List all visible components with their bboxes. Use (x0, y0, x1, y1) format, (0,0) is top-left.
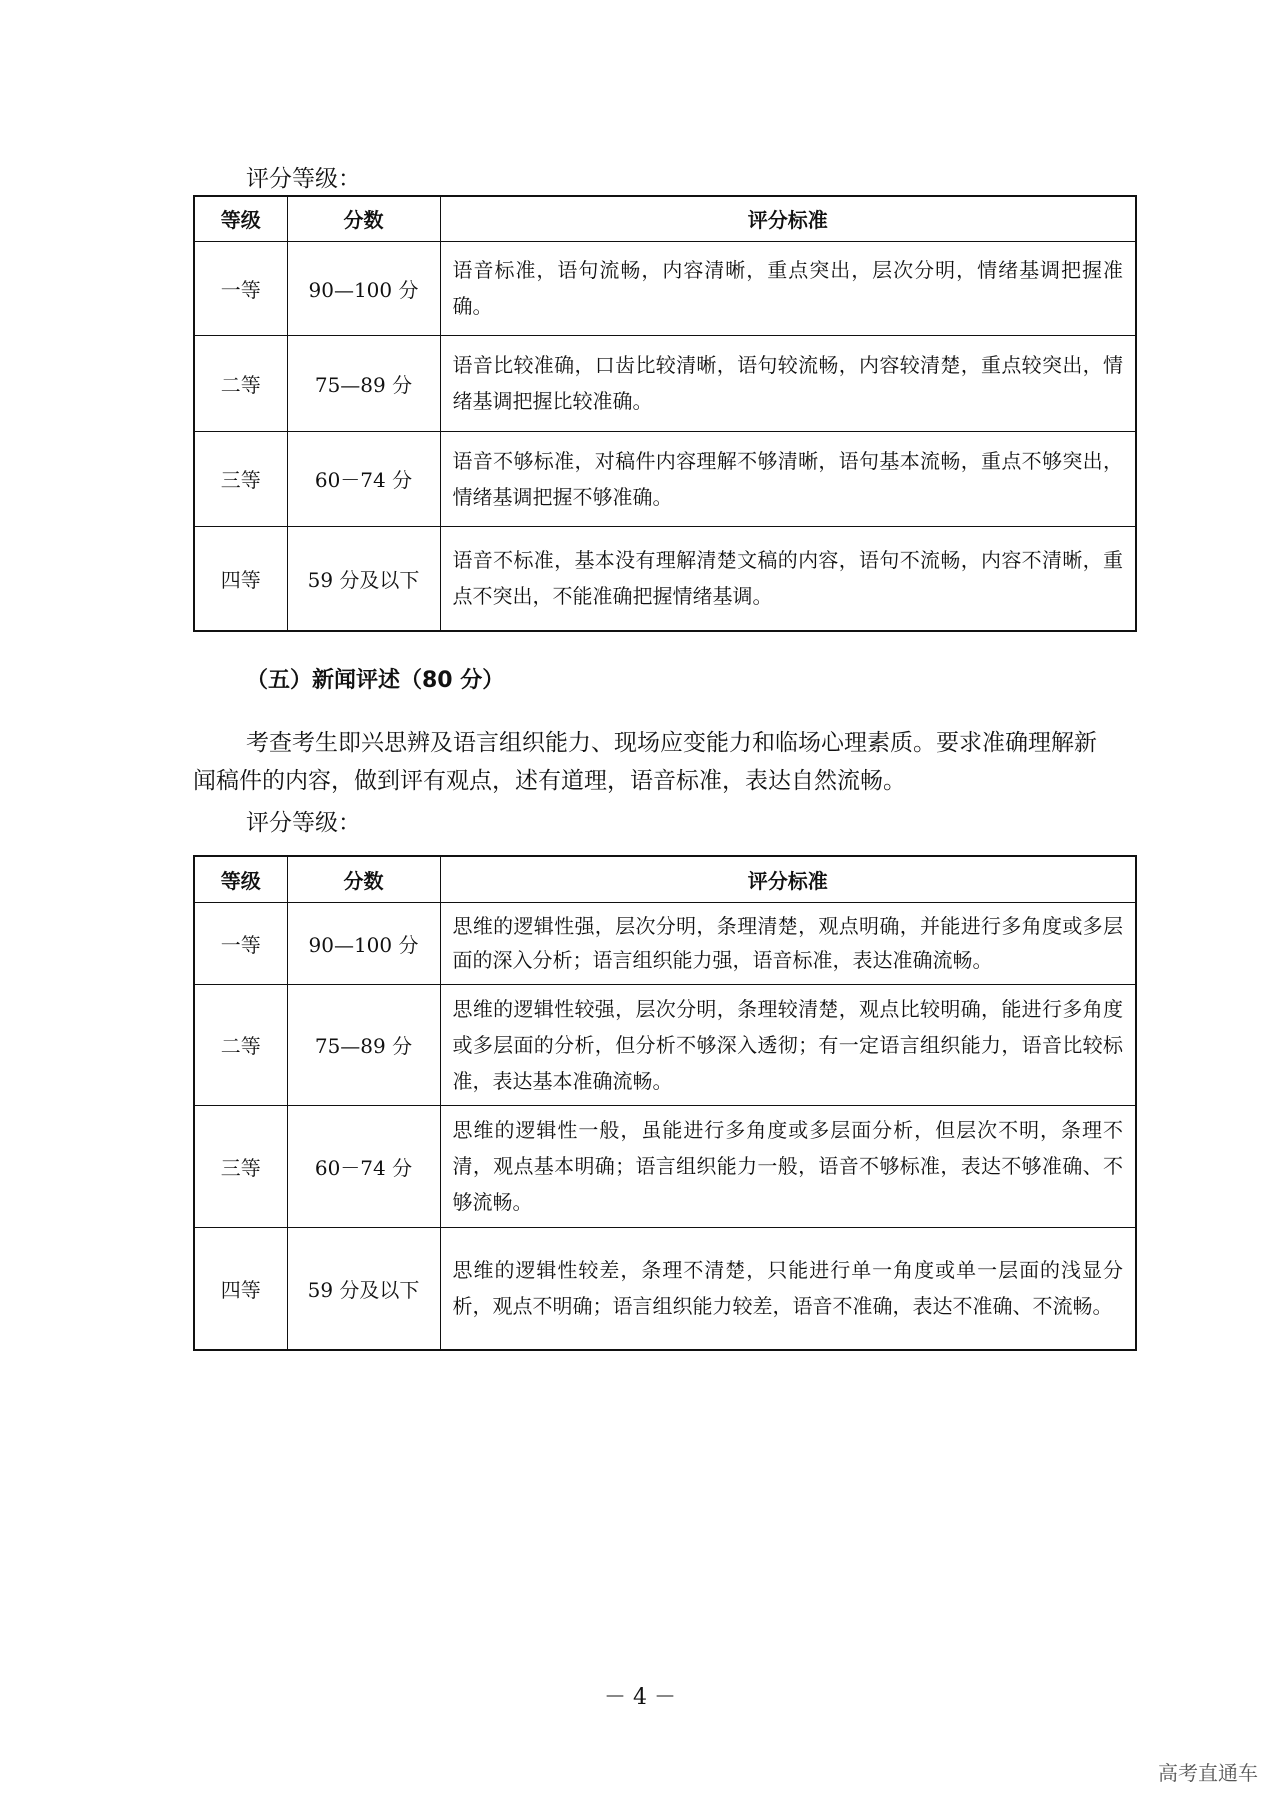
header-level: 等级 (194, 196, 287, 241)
level-cell: 一等 (194, 241, 287, 335)
table-row (194, 984, 1136, 1105)
table-row (194, 335, 1136, 431)
criteria-cell: 语音不够标准，对稿件内容理解不够清晰，语句基本流畅，重点不够突出，情绪基调把握不够准确。 (440, 431, 1136, 526)
score-cell: 75—89 分 (287, 984, 440, 1105)
header-level: 等级 (194, 856, 287, 902)
grading-table-2 (193, 855, 1137, 1351)
score-cell: 60－74 分 (287, 431, 440, 526)
header-criteria: 评分标准 (440, 856, 1136, 902)
grading-table-1 (193, 195, 1137, 632)
score-cell: 90—100 分 (287, 902, 440, 984)
grading-label-2: 评分等级： (246, 810, 361, 836)
header-criteria: 评分标准 (440, 196, 1136, 241)
criteria-cell: 语音比较准确，口齿比较清晰，语句较流畅，内容较清楚，重点较突出，情绪基调把握比较准确。 (440, 335, 1136, 431)
table-header-row (194, 856, 1136, 902)
criteria-cell: 思维的逻辑性较强，层次分明，条理较清楚，观点比较明确，能进行多角度或多层面的分析，但分析不够深入透彻；有一定语言组织能力，语音比较标准，表达基本准确流畅。 (440, 984, 1136, 1105)
page-number: － 4 － (604, 1685, 676, 1710)
watermark-text: 高考直通车 (1158, 1761, 1258, 1785)
table-row (194, 241, 1136, 335)
table-row (194, 902, 1136, 984)
table-row (194, 431, 1136, 526)
table-row (194, 1227, 1136, 1350)
grading-label-1: 评分等级： (246, 166, 361, 192)
section-paragraph: 考查考生即兴思辨及语言组织能力、现场应变能力和临场心理素质。要求准确理解新闻稿件的内容，做到评有观点，述有道理，语音标准，表达自然流畅。 (193, 730, 1097, 794)
level-cell: 四等 (194, 1227, 287, 1350)
score-cell: 90—100 分 (287, 241, 440, 335)
score-cell: 75—89 分 (287, 335, 440, 431)
section-heading: （五）新闻评述（80 分） (246, 668, 505, 693)
level-cell: 一等 (194, 902, 287, 984)
score-cell: 59 分及以下 (287, 1227, 440, 1350)
table-row (194, 526, 1136, 631)
level-cell: 四等 (194, 526, 287, 631)
score-cell: 60－74 分 (287, 1105, 440, 1227)
level-cell: 二等 (194, 984, 287, 1105)
level-cell: 二等 (194, 335, 287, 431)
level-cell: 三等 (194, 1105, 287, 1227)
criteria-cell: 语音不标准，基本没有理解清楚文稿的内容，语句不流畅，内容不清晰，重点不突出，不能准确把握情绪基调。 (440, 526, 1136, 631)
criteria-cell: 思维的逻辑性一般，虽能进行多角度或多层面分析，但层次不明，条理不清，观点基本明确；语言组织能力一般，语音不够标准，表达不够准确、不够流畅。 (440, 1105, 1136, 1227)
table-row (194, 1105, 1136, 1227)
criteria-cell: 思维的逻辑性强，层次分明，条理清楚，观点明确，并能进行多角度或多层面的深入分析；语言组织能力强，语音标准，表达准确流畅。 (440, 902, 1136, 984)
level-cell: 三等 (194, 431, 287, 526)
header-score: 分数 (287, 856, 440, 902)
criteria-cell: 思维的逻辑性较差，条理不清楚，只能进行单一角度或单一层面的浅显分析，观点不明确；语言组织能力较差，语音不准确，表达不准确、不流畅。 (440, 1227, 1136, 1350)
table-header-row (194, 196, 1136, 241)
criteria-cell: 语音标准，语句流畅，内容清晰，重点突出，层次分明，情绪基调把握准确。 (440, 241, 1136, 335)
score-cell: 59 分及以下 (287, 526, 440, 631)
header-score: 分数 (287, 196, 440, 241)
